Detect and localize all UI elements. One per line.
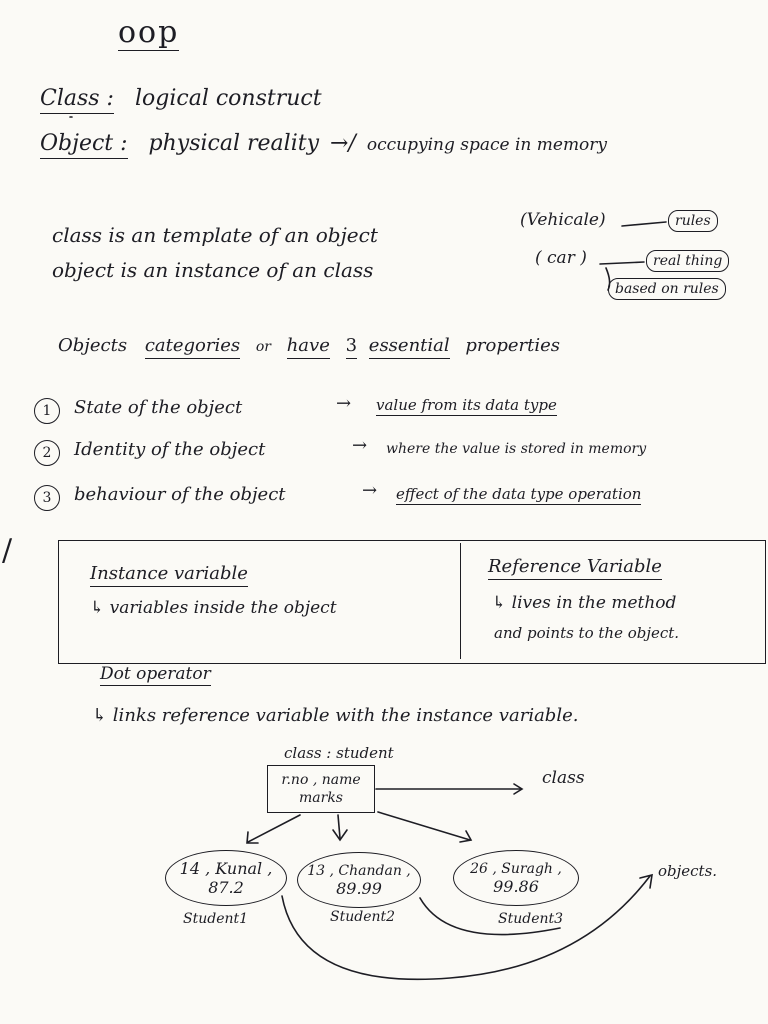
- heading-objects: Objects: [58, 335, 128, 356]
- page-title: oop: [118, 15, 180, 50]
- property-2-text: Identity of the object: [74, 439, 266, 460]
- reference-variable-body-1: ↳ lives in the method: [492, 593, 677, 613]
- reference-variable-title-text: Reference Variable: [488, 556, 662, 580]
- object-ellipse-2: [297, 852, 421, 908]
- heading-or: or: [255, 339, 271, 355]
- objects-arrowhead: [640, 875, 652, 888]
- property-3-text: behaviour of the object: [74, 484, 286, 505]
- class-pointer-arrowhead: [514, 784, 522, 794]
- vehicle-label: (Vehicale): [520, 210, 606, 230]
- property-1-arrow: →: [336, 393, 352, 414]
- heading-three: 3: [346, 335, 357, 359]
- object-ellipse-3: [453, 850, 579, 906]
- car-to-real-thing-arrow: [600, 262, 644, 264]
- class-box-fields: r.no , name: [281, 772, 361, 788]
- real-thing-badge: real thing: [646, 250, 729, 272]
- property-3-detail: effect of the data type operation: [396, 485, 642, 503]
- based-on-rules-badge: based on rules: [608, 278, 726, 300]
- instance-variable-title: [90, 565, 248, 583]
- car-label: ( car ): [535, 248, 587, 268]
- object-2-line2: 89.99: [336, 878, 382, 898]
- margin-mark: /: [2, 533, 13, 568]
- dot-operator-title: Dot operator: [100, 664, 211, 684]
- arrow-to-object-2: [338, 815, 340, 838]
- properties-heading: [58, 337, 560, 355]
- object-3-line1: 26 , Suragh ,: [470, 860, 562, 877]
- property-1-detail: value from its data type: [376, 396, 557, 414]
- heading-properties: properties: [465, 335, 561, 356]
- class-label: Class :: [40, 86, 114, 114]
- object-3-name: Student3: [498, 911, 564, 927]
- instance-variable-title-text: Instance variable: [90, 563, 248, 587]
- objects-pointer-label: objects.: [658, 862, 718, 880]
- property-2-detail: where the value is stored in memory: [386, 441, 647, 457]
- arrow-to-object-1: [248, 815, 300, 842]
- object-2-name: Student2: [330, 909, 396, 925]
- dot-operator-body: ↳ links reference variable with the instance variable.: [92, 705, 579, 726]
- instance-variable-body: ↳ variables inside the object: [90, 598, 337, 618]
- class-box-marks: marks: [299, 790, 343, 806]
- template-line-2: object is an instance of an class: [52, 258, 374, 282]
- property-3-arrow: →: [362, 480, 378, 501]
- class-box: [267, 765, 375, 813]
- object-2-line1: 13 , Chandan ,: [307, 862, 411, 879]
- class-definition: [40, 88, 322, 110]
- class-text: logical construct: [134, 86, 322, 111]
- arrow-symbol: →/: [330, 131, 356, 156]
- object-1-line1: 14 , Kunal ,: [179, 859, 273, 878]
- class-caption: class : student: [284, 744, 394, 762]
- vehicle-to-rules-arrow: [622, 222, 666, 226]
- object-1-line2: 87.2: [208, 878, 244, 897]
- property-2-arrow: →: [352, 435, 368, 456]
- heading-categories: categories: [145, 335, 240, 359]
- object-text-memory: occupying space in memory: [366, 135, 608, 155]
- heading-essential: essential: [369, 335, 450, 359]
- number-badge-1: 1: [34, 398, 60, 424]
- object-1-name: Student1: [183, 911, 249, 927]
- object-ellipse-1: [165, 850, 287, 906]
- reference-variable-title: [488, 558, 662, 576]
- reference-variable-body-2: and points to the object.: [494, 624, 680, 642]
- property-1-text: State of the object: [74, 397, 243, 418]
- object-3-line2: 99.86: [493, 876, 539, 896]
- class-pointer-label: class: [542, 768, 585, 788]
- object-definition: [40, 133, 607, 155]
- rules-badge: rules: [668, 210, 718, 232]
- object-text: physical reality: [148, 131, 319, 156]
- arrow-to-object-3: [378, 812, 470, 840]
- number-badge-3: 3: [34, 485, 60, 511]
- number-badge-2: 2: [34, 440, 60, 466]
- heading-have: have: [287, 335, 330, 359]
- object-label: Object :: [40, 131, 128, 159]
- template-line-1: class is an template of an object: [52, 223, 378, 247]
